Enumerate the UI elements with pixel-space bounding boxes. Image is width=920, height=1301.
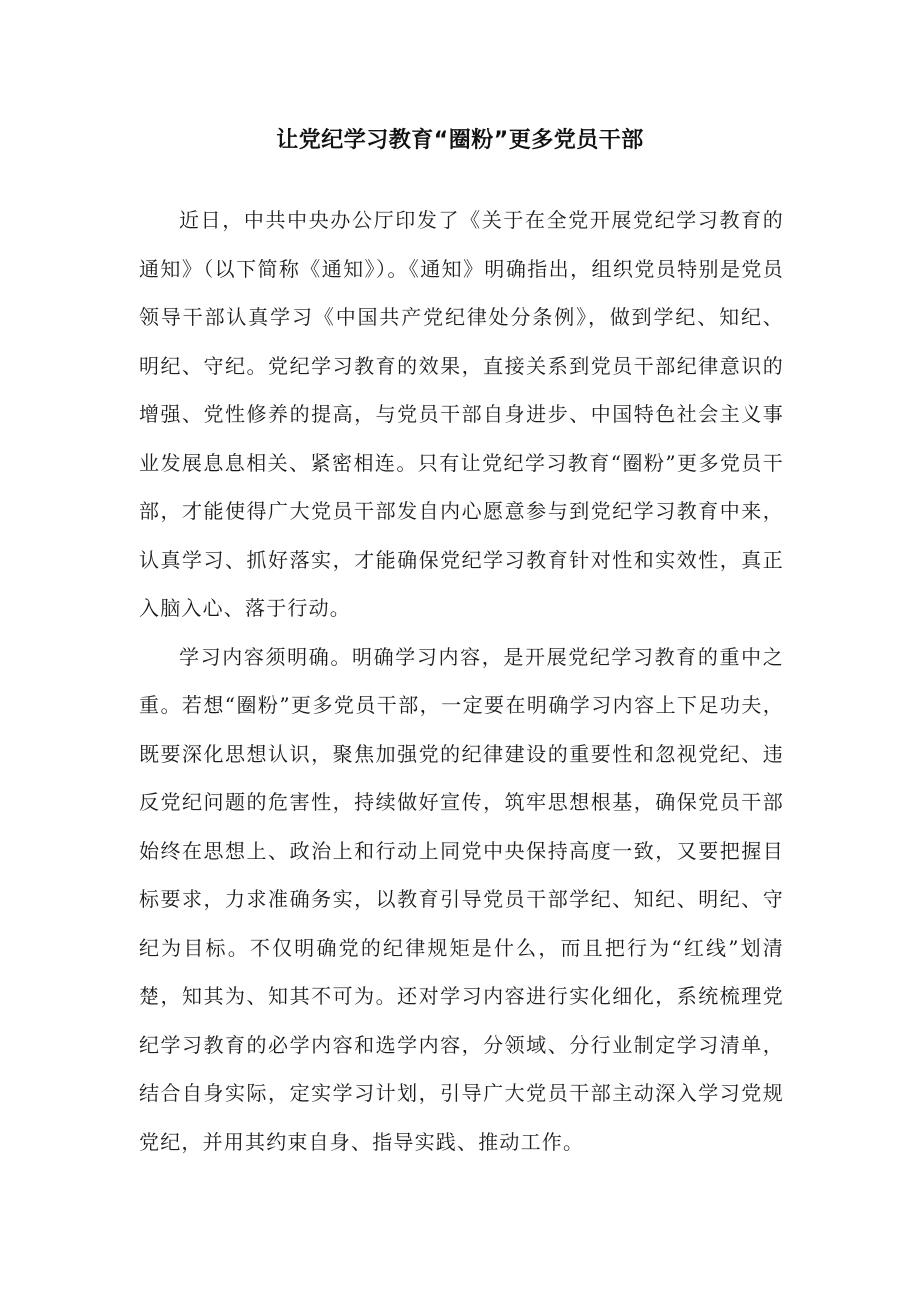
paragraph-learning-content: 学习内容须明确。明确学习内容，是开展党纪学习教育的重中之重。若想“圈粉”更多党员干部，一定要在明确学习内容上下足功夫，既要深化思想认识，聚焦加强党的纪律建设的重要性和忽视党纪、违反党纪问题的危害性，持续做好宣传，筑牢思想根基，确保党员干部始终在思想上、政治上和行动上同党中央保持高度一致，又要把握目标要求，力求准确务实，以教育引导党员干部学纪、知纪、明纪、守纪为目标。不仅明确党的纪律规矩是什么，而且把行为“红线”划清楚，知其为、知其不可为。还对学习内容进行实化细化，系统梳理党纪学习教育的必学内容和选学内容，分领域、分行业制定学习清单，结合自身实际，定实学习计划，引导广大党员干部主动深入学习党规党纪，并用其约束自身、指导实践、推动工作。	[139, 644, 784, 1154]
document-body	[139, 196, 784, 1166]
document-title: 让党纪学习教育“圈粉”更多党员干部	[276, 127, 644, 153]
paragraph-intro: 近日，中共中央办公厅印发了《关于在全党开展党纪学习教育的通知》（以下简称《通知》）。《通知》明确指出，组织党员特别是党员领导干部认真学习《中国共产党纪律处分条例》，做到学纪、知纪、明纪、守纪。党纪学习教育的效果，直接关系到党员干部纪律意识的增强、党性修养的提高，与党员干部自身进步、中国特色社会主义事业发展息息相关、紧密相连。只有让党纪学习教育“圈粉”更多党员干部，才能使得广大党员干部发自内心愿意参与到党纪学习教育中来，认真学习、抓好落实，才能确保党纪学习教育针对性和实效性，真正入脑入心、落于行动。	[139, 208, 784, 620]
